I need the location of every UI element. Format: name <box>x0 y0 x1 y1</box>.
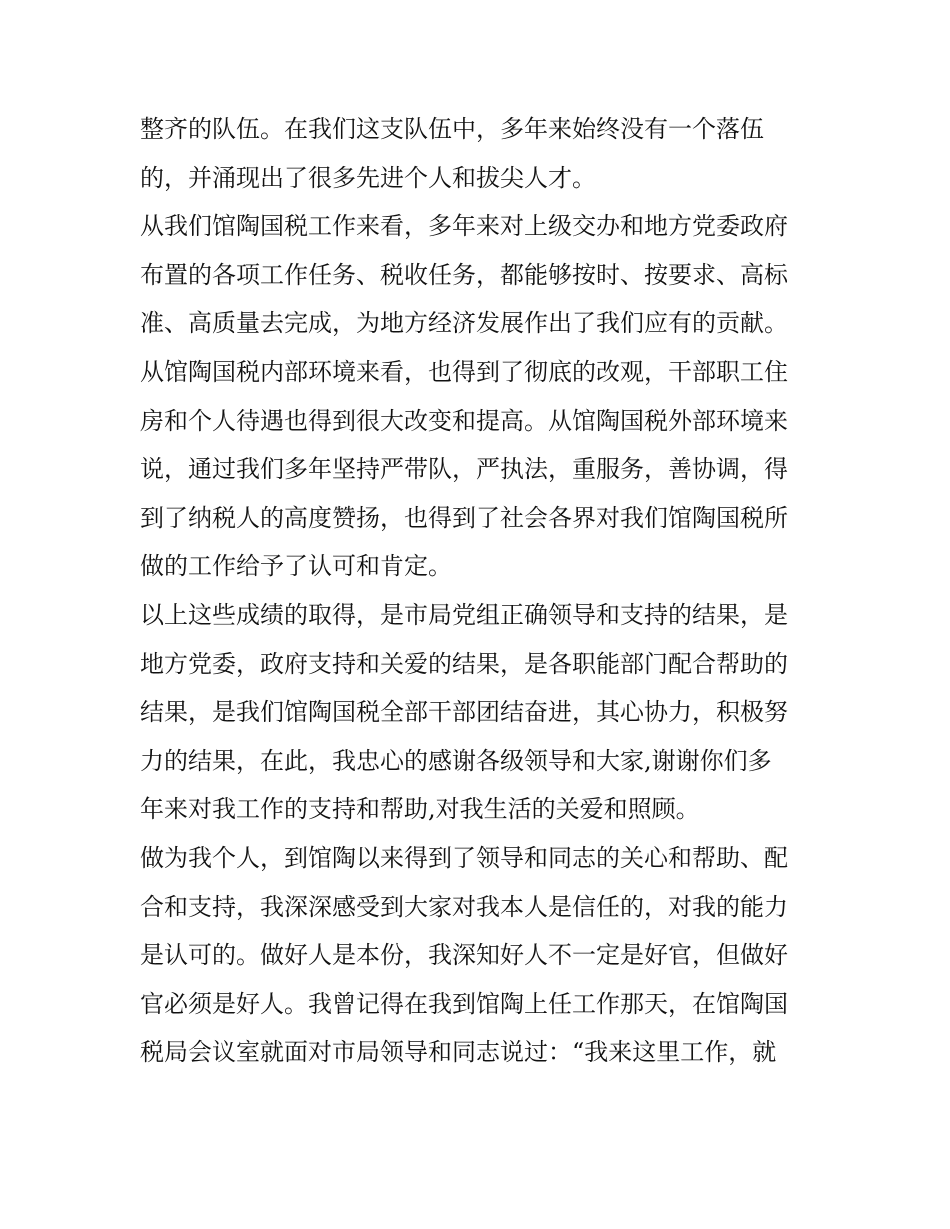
text-line: 年来对我工作的支持和帮助,对我生活的关爱和照顾。 <box>140 795 700 824</box>
text-line: 做的工作给予了认可和肯定。 <box>140 552 452 581</box>
text-line: 从馆陶国税内部环境来看，也得到了彻底的改观，干部职工住 <box>140 357 788 386</box>
text-line: 布置的各项工作任务、税收任务，都能够按时、按要求、高标 <box>140 260 788 289</box>
text-line: 税局会议室就面对市局领导和同志说过：“我来这里工作，就 <box>140 1038 777 1067</box>
text-line: 说，通过我们多年坚持严带队，严执法，重服务，善协调，得 <box>140 455 788 484</box>
text-line: 准、高质量去完成，为地方经济发展作出了我们应有的贡献。 <box>140 309 788 338</box>
document-body <box>140 105 840 1077</box>
text-line: 到了纳税人的高度赞扬，也得到了社会各界对我们馆陶国税所 <box>140 503 788 532</box>
text-line: 从我们馆陶国税工作来看，多年来对上级交办和地方党委政府 <box>140 212 788 241</box>
text-line: 做为我个人，到馆陶以来得到了领导和同志的关心和帮助、配 <box>140 843 788 872</box>
text-line: 的，并涌现出了很多先进个人和拔尖人才。 <box>140 163 596 192</box>
text-line: 合和支持，我深深感受到大家对我本人是信任的，对我的能力 <box>140 892 788 921</box>
text-line: 结果，是我们馆陶国税全部干部团结奋进，其心协力，积极努 <box>140 698 788 727</box>
text-line: 整齐的队伍。在我们这支队伍中，多年来始终没有一个落伍 <box>140 115 764 143</box>
text-line: 官必须是好人。我曾记得在我到馆陶上任工作那天，在馆陶国 <box>140 989 788 1018</box>
text-line: 力的结果，在此，我忠心的感谢各级领导和大家,谢谢你们多 <box>140 746 772 775</box>
text-line: 房和个人待遇也得到很大改变和提高。从馆陶国税外部环境来 <box>140 406 788 435</box>
text-line: 是认可的。做好人是本份，我深知好人不一定是好官，但做好 <box>140 941 788 970</box>
text-line: 地方党委，政府支持和关爱的结果，是各职能部门配合帮助的 <box>140 649 788 678</box>
text-line: 以上这些成绩的取得，是市局党组正确领导和支持的结果，是 <box>140 600 788 629</box>
